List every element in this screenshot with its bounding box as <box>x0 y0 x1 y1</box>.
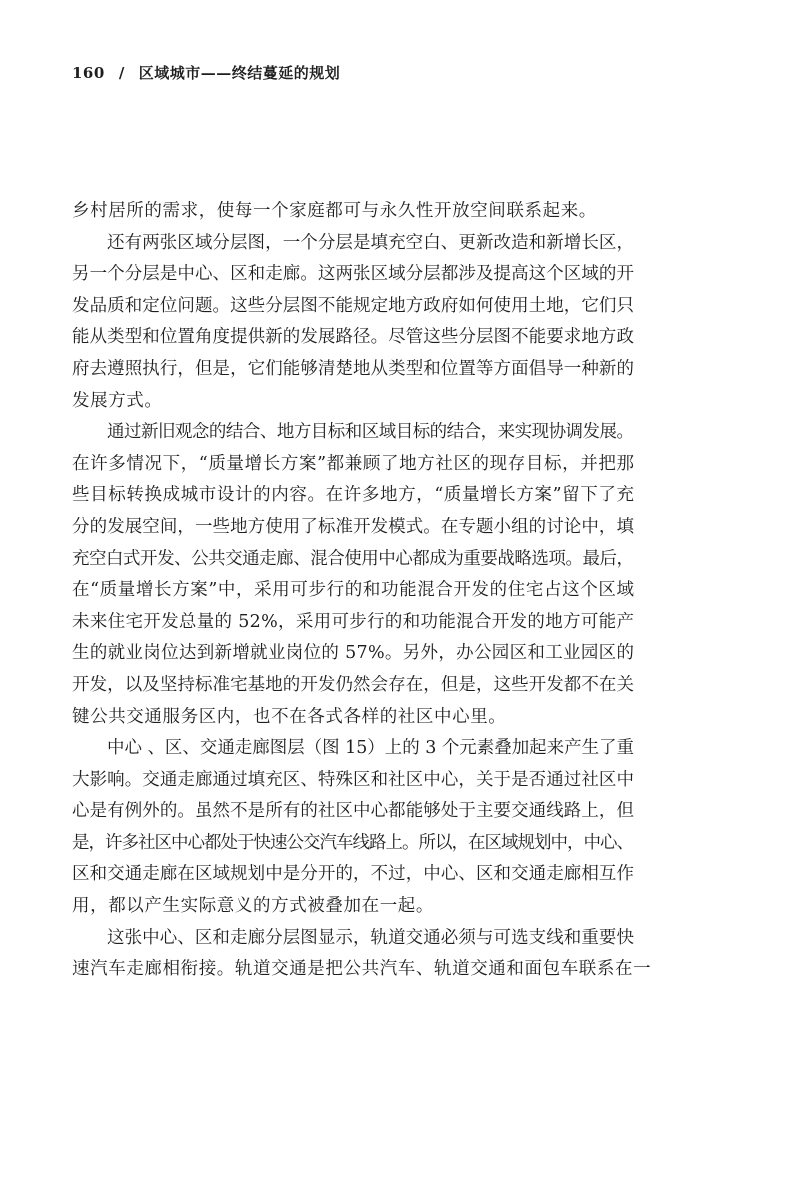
text-line: 分的发展空间，一些地方使用了标准开发模式。在专题小组的讨论中，填 <box>72 516 635 537</box>
text-line: 还有两张区域分层图，一个分层是填充空白、更新改造和新增长区， <box>107 232 635 253</box>
text-line: 未来住宅开发总量的 52%，采用可步行的和功能混合开发的地方可能产 <box>72 611 635 632</box>
text-line: 能从类型和位置角度提供新的发展路径。尽管这些分层图不能要求地方政 <box>72 327 635 348</box>
text-line: 区和交通走廊在区域规划中是分开的，不过，中心、区和交通走廊相互作 <box>72 864 635 885</box>
text-line: 些目标转换成城市设计的内容。在许多地方，“质量增长方案”留下了充 <box>72 485 635 506</box>
book-title: 区域城市——终结蔓延的规划 <box>138 64 341 82</box>
text-line: 中心 、区、交通走廊图层（图 15）上的 3 个元素叠加起来产生了重 <box>107 738 634 759</box>
text-line: 乡村居所的需求，使每一个家庭都可与永久性开放空间联系起来。 <box>72 201 597 221</box>
text-line: 心是有例外的。虽然不是所有的社区中心都能够处于主要交通线路上，但 <box>72 801 635 822</box>
text-line: 发展方式。 <box>72 390 163 411</box>
text-line: 用，都以产生实际意义的方式被叠加在一起。 <box>72 896 434 917</box>
text-line: 在许多情况下，“质量增长方案”都兼顾了地方社区的现存目标，并把那 <box>72 453 635 474</box>
body-text <box>72 196 652 986</box>
text-line: 充空白式开发、公共交通走廊、混合使用中心都成为重要战略选项。最后， <box>72 548 634 569</box>
text-line: 大影响。交通走廊通过填充区、特殊区和社区中心，关于是否通过社区中 <box>72 769 635 790</box>
text-line: 键公共交通服务区内，也不在各式各样的社区中心里。 <box>72 706 507 727</box>
text-line: 另一个分层是中心、区和走廊。这两张区域分层都涉及提高这个区域的开 <box>72 264 635 285</box>
header-separator: / <box>118 64 125 82</box>
running-head <box>72 62 340 83</box>
text-line: 府去遵照执行，但是，它们能够清楚地从类型和位置等方面倡导一种新的 <box>72 358 635 379</box>
text-line: 速汽车走廊相衔接。轨道交通是把公共汽车、轨道交通和面包车联系在一 <box>72 959 652 980</box>
text-line: 发品质和定位问题。这些分层图不能规定地方政府如何使用土地，它们只 <box>72 295 635 316</box>
text-line: 在“质量增长方案”中，采用可步行的和功能混合开发的住宅占这个区域 <box>72 580 635 601</box>
text-line: 开发，以及坚持标准宅基地的开发仍然会存在，但是，这些开发都不在关 <box>72 674 635 695</box>
page-number: 160 <box>72 64 105 82</box>
text-line: 是，许多社区中心都处于快速公交汽车线路上。所以，在区域规划中，中心、 <box>72 832 633 853</box>
text-line: 这张中心、区和走廊分层图显示，轨道交通必须与可选支线和重要快 <box>107 927 635 948</box>
text-line: 通过新旧观念的结合、地方目标和区域目标的结合，来实现协调发展。 <box>107 422 634 443</box>
text-line: 生的就业岗位达到新增就业岗位的 57%。另外，办公园区和工业园区的 <box>72 643 635 664</box>
